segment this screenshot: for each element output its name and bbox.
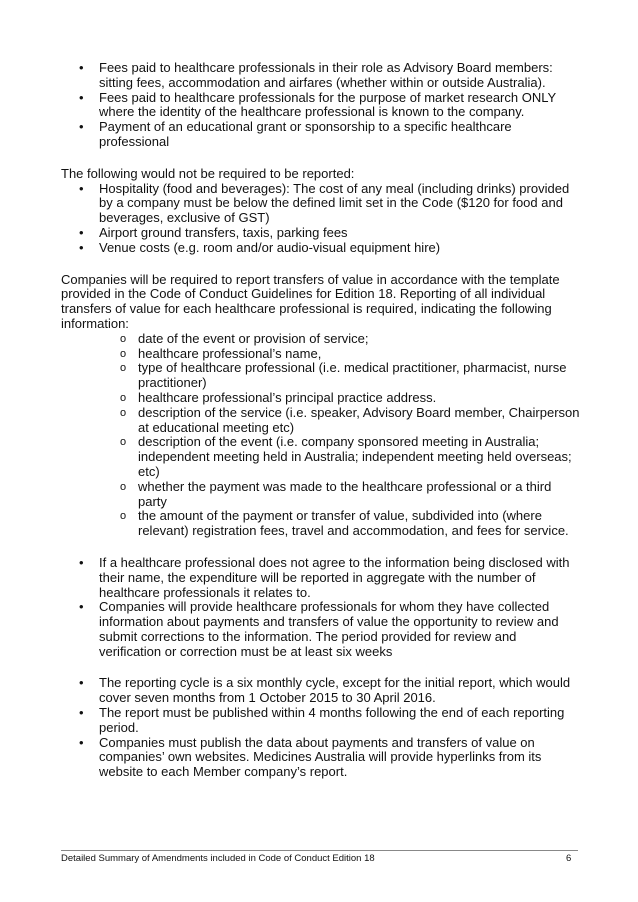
text-line: where the identity of the healthcare professional is known to the company. bbox=[99, 104, 525, 120]
sub-bullet-icon: o bbox=[120, 436, 127, 449]
text-line: transfers of value for each healthcare professional is required, indicating the following bbox=[61, 301, 552, 317]
text-line: etc) bbox=[138, 463, 160, 479]
sub-bullet-icon: o bbox=[120, 480, 127, 493]
text-line: whether the payment was made to the healthcare professional or a third bbox=[138, 478, 552, 494]
list-item bbox=[61, 332, 581, 347]
list-item bbox=[61, 361, 581, 391]
bullet-icon: • bbox=[79, 180, 84, 196]
text-line: Fees paid to healthcare professionals for the purpose of market research ONLY bbox=[99, 89, 557, 105]
text-line: date of the event or provision of service; bbox=[138, 330, 369, 346]
list-item bbox=[61, 676, 581, 706]
sub-bullet-icon: o bbox=[120, 391, 127, 404]
bullet-icon: • bbox=[79, 224, 84, 240]
bullet-icon: • bbox=[79, 705, 84, 721]
page-number: 6 bbox=[566, 853, 572, 864]
bullet-icon: • bbox=[79, 734, 84, 750]
list-item bbox=[61, 61, 581, 91]
text-line: practitioner) bbox=[138, 375, 207, 391]
sub-bullet-icon: o bbox=[120, 406, 127, 419]
bullet-icon: • bbox=[79, 60, 84, 75]
text-line: Venue costs (e.g. room and/or audio-visual equipment hire) bbox=[99, 239, 441, 255]
text-line: party bbox=[138, 493, 167, 509]
list-item bbox=[61, 406, 581, 436]
text-line: beverages, exclusive of GST) bbox=[99, 210, 270, 226]
list-item bbox=[61, 600, 581, 659]
text-line: healthcare professional’s name, bbox=[138, 345, 322, 361]
sub-bullet-icon: o bbox=[120, 510, 127, 523]
sub-bullet-icon: o bbox=[120, 332, 127, 345]
text-line: information about payments and transfers of value the opportunity to review and bbox=[99, 614, 559, 630]
list-item bbox=[61, 736, 581, 780]
text-line: description of the service (i.e. speaker, Advisory Board member, Chairperson bbox=[138, 404, 580, 420]
bullet-list bbox=[61, 182, 581, 256]
text-line: by a company must be below the defined limit set in the Code ($120 for food and bbox=[99, 195, 563, 211]
bullet-icon: • bbox=[79, 239, 84, 255]
list-item bbox=[61, 391, 581, 406]
list-item bbox=[61, 556, 581, 600]
text-line: Fees paid to healthcare professionals in their role as Advisory Board members: bbox=[99, 60, 553, 75]
text-line: Payment of an educational grant or sponsorship to a specific healthcare bbox=[99, 119, 512, 135]
list-item bbox=[61, 120, 581, 150]
bullet-list bbox=[61, 556, 581, 660]
list-item bbox=[61, 706, 581, 736]
text-line: Airport ground transfers, taxis, parking fees bbox=[99, 224, 348, 240]
bullet-list bbox=[61, 61, 581, 150]
text-line: sitting fees, accommodation and airfares (whether within or outside Australia). bbox=[99, 74, 546, 90]
text-line: provided in the Code of Conduct Guidelines for Edition 18. Reporting of all individual bbox=[61, 286, 546, 302]
footer-title: Detailed Summary of Amendments included in Code of Conduct Edition 18 bbox=[61, 853, 375, 864]
list-item bbox=[61, 226, 581, 241]
text-line: their name, the expenditure will be reported in aggregate with the number of bbox=[99, 569, 536, 585]
text-line: companies’ own websites. Medicines Australia will provide hyperlinks from its bbox=[99, 749, 542, 765]
text-line: Companies must publish the data about payments and transfers of value on bbox=[99, 734, 535, 750]
text-line: relevant) registration fees, travel and accommodation, and fees for service. bbox=[138, 523, 569, 539]
text-line: information: bbox=[61, 315, 129, 331]
footer-divider bbox=[61, 850, 578, 851]
text-line: Companies will provide healthcare professionals for whom they have collected bbox=[99, 599, 550, 615]
list-item bbox=[61, 347, 581, 362]
text-line: The following would not be required to be reported: bbox=[61, 165, 355, 181]
text-line: healthcare professionals it relates to. bbox=[99, 584, 311, 600]
text-line: professional bbox=[99, 133, 170, 149]
bullet-icon: • bbox=[79, 89, 84, 105]
text-line: verification or correction must be at least six weeks bbox=[99, 643, 393, 659]
text-line: the amount of the payment or transfer of value, subdivided into (where bbox=[138, 508, 542, 524]
list-item bbox=[61, 480, 581, 510]
bullet-icon: • bbox=[79, 599, 84, 615]
text-line: period. bbox=[99, 719, 139, 735]
sub-bullet-icon: o bbox=[120, 362, 127, 375]
bullet-icon: • bbox=[79, 119, 84, 135]
bullet-icon: • bbox=[79, 675, 84, 691]
text-line: website to each Member company’s report. bbox=[99, 764, 348, 780]
text-line: The report must be published within 4 months following the end of each reporting bbox=[99, 705, 565, 721]
list-item bbox=[61, 241, 581, 256]
document-body bbox=[61, 61, 581, 780]
bullet-list bbox=[61, 676, 581, 780]
paragraph bbox=[61, 273, 581, 332]
text-line: independent meeting held in Australia; independent meeting held overseas; bbox=[138, 449, 572, 465]
text-line: healthcare professional’s principal practice address. bbox=[138, 389, 437, 405]
paragraph bbox=[61, 167, 581, 182]
text-line: cover seven months from 1 October 2015 to 30 April 2016. bbox=[99, 690, 436, 706]
list-item bbox=[61, 509, 581, 539]
text-line: Hospitality (food and beverages): The cost of any meal (including drinks) provided bbox=[99, 180, 570, 196]
bullet-icon: • bbox=[79, 554, 84, 570]
sub-bullet-icon: o bbox=[120, 347, 127, 360]
text-line: Companies will be required to report transfers of value in accordance with the template bbox=[61, 271, 560, 287]
list-item bbox=[61, 182, 581, 226]
list-item bbox=[61, 435, 581, 479]
list-item bbox=[61, 91, 581, 121]
text-line: The reporting cycle is a six monthly cycle, except for the initial report, which would bbox=[99, 675, 571, 691]
text-line: description of the event (i.e. company sponsored meeting in Australia; bbox=[138, 434, 540, 450]
sub-bullet-list bbox=[61, 332, 581, 539]
text-line: type of healthcare professional (i.e. medical practitioner, pharmacist, nurse bbox=[138, 360, 567, 376]
text-line: submit corrections to the information. The period provided for review and bbox=[99, 628, 517, 644]
text-line: at educational meeting etc) bbox=[138, 419, 295, 435]
text-line: If a healthcare professional does not agree to the information being disclosed with bbox=[99, 554, 570, 570]
